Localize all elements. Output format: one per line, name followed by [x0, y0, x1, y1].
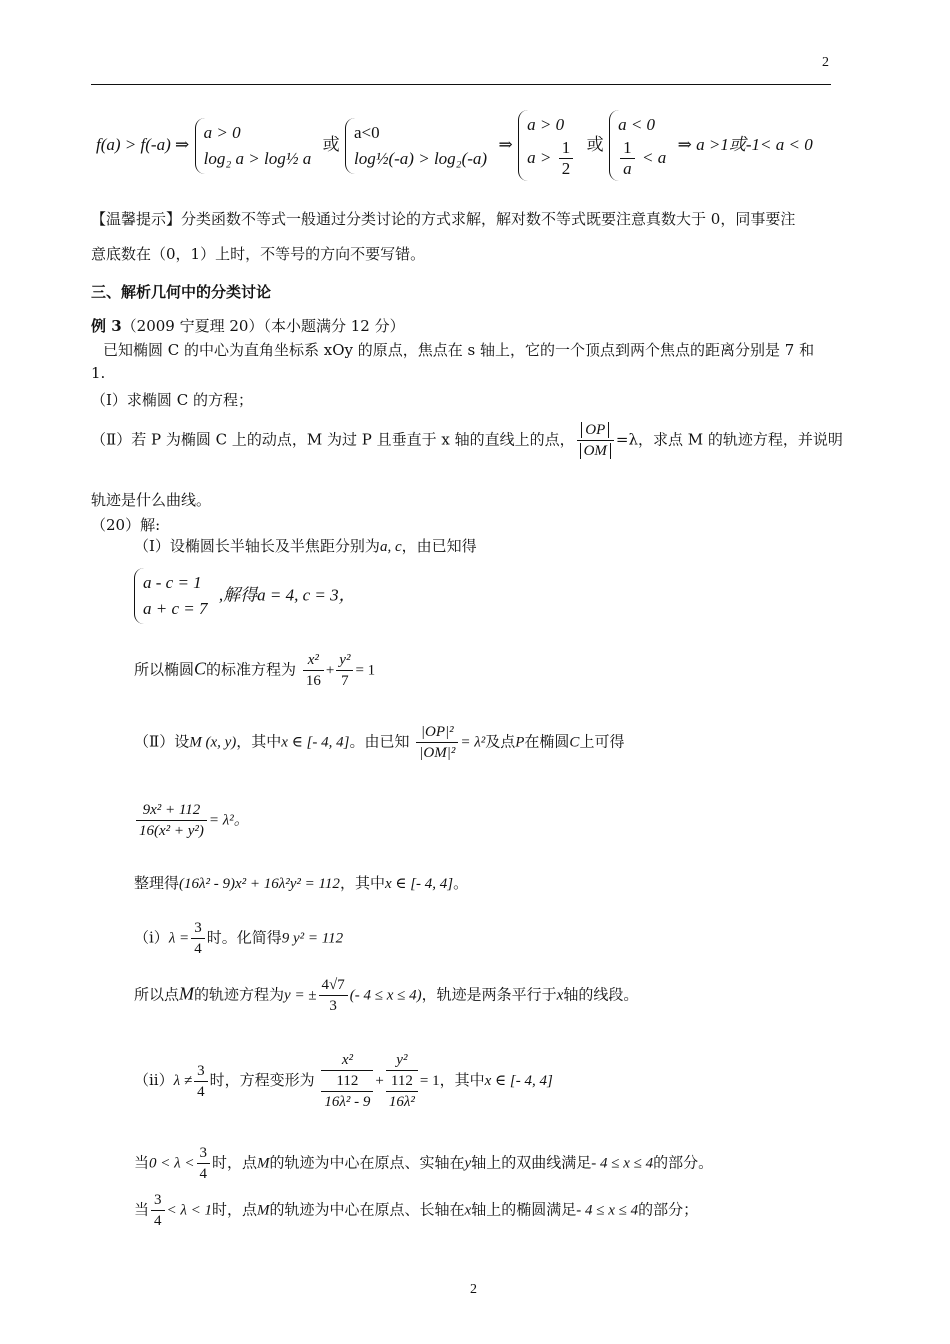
formula-lhs: f(a) > f(-a) ⇒ — [96, 135, 190, 154]
ii-c: C — [569, 734, 580, 751]
hyp-ineq: 0 < λ < — [149, 1155, 195, 1172]
example-question-2-line-2: 轨迹是什么曲线。 — [91, 491, 212, 509]
locus-range: (- 4 ≤ x ≤ 4) — [349, 987, 422, 1004]
ii-fraction — [416, 722, 458, 763]
ellipse-x-den: 16 — [305, 673, 321, 689]
ellipse-plus: + — [325, 662, 335, 679]
case-ii-y-num: y² — [386, 1050, 418, 1071]
sys2-row2: log½(-a) > log₂(-a) — [354, 148, 488, 168]
sys4-fraction — [620, 138, 635, 179]
ellipse-case-line — [134, 1190, 698, 1231]
q2-text: （Ⅱ）若 P 为椭圆 C 上的动点，M 为过 P 且垂直于 x 轴的直线上的点， — [91, 430, 575, 449]
sys3-num: 1 — [559, 138, 574, 159]
ell-range: - 4 ≤ x ≤ 4 — [576, 1202, 639, 1219]
ellipse-y-num: y² — [336, 650, 353, 671]
sys4-row1: a < 0 — [618, 115, 656, 134]
case-i-label: （i） — [134, 928, 169, 947]
hyp-mid: 的轨迹为中心在原点、实轴在 — [269, 1153, 465, 1172]
example-header — [91, 315, 405, 336]
formula-system-1 — [195, 118, 318, 174]
formula-system-4 — [609, 110, 672, 181]
ell-tail: 的部分； — [638, 1200, 699, 1219]
simplify-line — [134, 872, 468, 893]
locus-m: M — [179, 983, 195, 1004]
simplify-range: x ∈ [- 4, 4] — [384, 876, 454, 892]
case-ii-y-den-den: 16λ² — [388, 1094, 415, 1110]
example-question-1: （Ⅰ）求椭圆 C 的方程； — [91, 391, 253, 409]
sys3-row1: a > 0 — [527, 115, 565, 134]
case-i-post: 时。化简得 — [206, 928, 282, 947]
q2-fraction — [577, 420, 614, 461]
sys2-row1: a<0 — [354, 122, 380, 142]
ellipse-eq: = 1 — [355, 662, 376, 679]
equation-2 — [134, 800, 249, 841]
case-ii-line — [134, 1050, 553, 1112]
case-ii-x-num: x² — [321, 1050, 373, 1071]
case-i-den: 4 — [194, 941, 202, 957]
eq2-num: 9x² + 112 — [136, 800, 207, 821]
tip-line-2: 意底数在（0，1）上时，不等号的方向不要写错。 — [91, 245, 426, 263]
part-2-line — [134, 722, 624, 763]
formula-or-1: 或 — [322, 135, 340, 155]
ellipse-x-fraction — [303, 650, 324, 691]
example-stem-line-1: 已知椭圆 C 的中心为直角坐标系 xOy 的原点，焦点在 s 轴上，它的一个顶点到两个焦点的距离分别是 7 和 — [103, 341, 815, 359]
case-ii-label: （ii） — [134, 1071, 174, 1089]
case-i-eq: 9 y² = 112 — [281, 930, 344, 947]
p1-text: （Ⅰ）设椭圆长半轴长及半焦距分别为 — [134, 537, 380, 555]
ell-post: 时，点 — [212, 1200, 258, 1219]
ii-m: M (x, y) — [189, 734, 237, 751]
eq2-rhs: = λ²。 — [208, 812, 249, 829]
case-i-line — [134, 918, 343, 959]
case-i-num: 3 — [191, 918, 205, 939]
sys4-row2-rhs: < a — [641, 148, 667, 167]
solution-heading: （20）解: — [91, 516, 161, 534]
formula-system-2 — [345, 118, 493, 174]
ell-end: 轴上的椭圆满足 — [471, 1200, 577, 1219]
formula-result: ⇒ a >1或-1< a < 0 — [677, 135, 813, 154]
example-question-2 — [91, 420, 843, 461]
hyp-y: y — [464, 1155, 472, 1172]
sys4-den: a — [623, 159, 632, 178]
ii-post: 及点 — [485, 732, 516, 751]
locus-line — [134, 975, 638, 1016]
footer-page-number: 2 — [470, 1282, 477, 1297]
case-ii-x-den-den: 16λ² - 9 — [324, 1094, 371, 1110]
case-ii-y-fraction — [386, 1050, 418, 1112]
sys-row-1: a - c = 1 — [143, 573, 202, 592]
eq2-den: 16(x² + y²) — [139, 823, 204, 839]
case-ii-mid: ，其中 — [439, 1071, 485, 1089]
ell-mid: 的轨迹为中心在原点、长轴在 — [269, 1200, 465, 1219]
sys4-num: 1 — [620, 138, 635, 159]
case-ii-eq: = 1 — [419, 1073, 440, 1089]
ii-range: x ∈ [- 4, 4] — [281, 734, 350, 751]
case-ii-y-den-num: 112 — [386, 1071, 418, 1092]
sys3-row2-lhs: a > — [527, 148, 552, 167]
case-ii-lambda: λ ≠ — [173, 1073, 193, 1089]
p1-post: ，由已知得 — [401, 537, 477, 555]
hyp-end: 轴上的双曲线满足 — [471, 1153, 592, 1172]
sys3-den: 2 — [561, 159, 571, 178]
ellipse-x-num: x² — [303, 650, 324, 671]
example-source: （2009 宁夏理 20）（本小题满分 12 分） — [121, 317, 405, 335]
locus-den: 3 — [329, 998, 337, 1014]
hyp-fraction — [197, 1143, 211, 1184]
case-ii-post: 时，方程变形为 — [209, 1071, 315, 1089]
case-i-fraction — [191, 918, 205, 959]
p1-vars: a, c — [379, 539, 402, 555]
ell-m: M — [257, 1202, 270, 1219]
ell-pre: 当 — [134, 1200, 150, 1219]
example-stem-line-2: 1. — [91, 364, 106, 382]
hyperbola-line — [134, 1143, 713, 1184]
sys-row-2: a + c = 7 — [143, 599, 208, 618]
ii-mid2: 。由已知 — [349, 732, 410, 751]
case-i-lambda: λ = — [168, 930, 190, 947]
ii-eq: = λ² — [460, 734, 486, 751]
ii-p: P — [515, 734, 525, 751]
locus-pre: 所以点 — [134, 985, 180, 1004]
q2-den: OM — [580, 443, 611, 459]
ell-den: 4 — [154, 1213, 162, 1229]
ii-post2: 在椭圆 — [524, 732, 570, 751]
header-page-number: 2 — [822, 55, 829, 70]
solution-brace — [134, 568, 214, 624]
ii-num: |OP|² — [416, 722, 458, 743]
ellipse-y-den: 7 — [341, 673, 349, 689]
ellipse-mid: 的标准方程为 — [206, 660, 297, 679]
case-ii-plus: + — [375, 1073, 384, 1089]
simplify-eq: (16λ² - 9)x² + 16λ²y² = 112 — [179, 876, 340, 892]
locus-y: y = ± — [284, 987, 317, 1004]
formula-arrow: ⇒ — [498, 135, 513, 154]
section-title: 三、解析几何中的分类讨论 — [91, 283, 272, 301]
locus-mid: 的轨迹方程为 — [194, 985, 285, 1004]
locus-end: 轴的线段。 — [563, 985, 639, 1004]
hyp-num: 3 — [197, 1143, 211, 1164]
example-label: 例 3 — [91, 317, 122, 335]
formula-or-2: 或 — [586, 135, 604, 155]
locus-x: x — [556, 987, 564, 1004]
ellipse-equation-line — [134, 650, 375, 691]
case-ii-num: 3 — [194, 1061, 208, 1082]
sys-solve: ,解得a = 4, c = 3， — [218, 585, 356, 605]
ell-ineq: < λ < 1 — [166, 1202, 213, 1219]
ell-num: 3 — [151, 1190, 165, 1211]
q2-num: OP — [581, 422, 609, 438]
ellipse-c: C — [194, 658, 207, 679]
ellipse-y-fraction — [336, 650, 353, 691]
locus-fraction — [319, 975, 348, 1016]
case-ii-range: x ∈ [- 4, 4] — [484, 1073, 553, 1089]
case-ii-x-den-num: 112 — [321, 1071, 373, 1092]
tip-line-1: 【温馨提示】分类函数不等式一般通过分类讨论的方式求解，解对数不等式既要注意真数大于 0，同事要注 — [91, 210, 796, 228]
simplify-pre: 整理得 — [134, 874, 180, 892]
ell-fraction — [151, 1190, 165, 1231]
ii-den: |OM|² — [419, 745, 456, 761]
sys1-row1: a > 0 — [203, 122, 241, 142]
ii-pre: （Ⅱ）设 — [134, 732, 190, 751]
q2-post: =λ，求点 M 的轨迹方程，并说明 — [615, 430, 843, 449]
locus-post: ，轨迹是两条平行于 — [421, 985, 557, 1004]
sys3-fraction — [559, 138, 574, 179]
ii-post3: 上可得 — [579, 732, 625, 751]
solution-system — [134, 568, 356, 624]
eq2-fraction — [136, 800, 207, 841]
case-ii-fraction — [194, 1061, 208, 1102]
hyp-post: 时，点 — [212, 1153, 258, 1172]
formula-system-3 — [518, 110, 581, 181]
case-ii-den: 4 — [197, 1083, 205, 1100]
hyp-pre: 当 — [134, 1153, 150, 1172]
simplify-end: 。 — [453, 874, 469, 892]
sys1-row2: log₂ a > log½ a — [203, 148, 312, 168]
locus-num: 4√7 — [319, 975, 348, 996]
hyp-m: M — [257, 1155, 270, 1172]
top-formula — [96, 110, 813, 181]
hyp-range: - 4 ≤ x ≤ 4 — [591, 1155, 654, 1172]
hyp-tail: 的部分。 — [653, 1153, 714, 1172]
ii-mid: ，其中 — [236, 732, 282, 751]
hyp-den: 4 — [199, 1166, 208, 1182]
solution-part-1 — [134, 535, 477, 556]
ell-x: x — [464, 1202, 472, 1219]
simplify-mid: ，其中 — [339, 874, 385, 892]
header-rule — [91, 84, 831, 85]
ellipse-pre: 所以椭圆 — [134, 660, 195, 679]
case-ii-x-fraction — [321, 1050, 373, 1112]
